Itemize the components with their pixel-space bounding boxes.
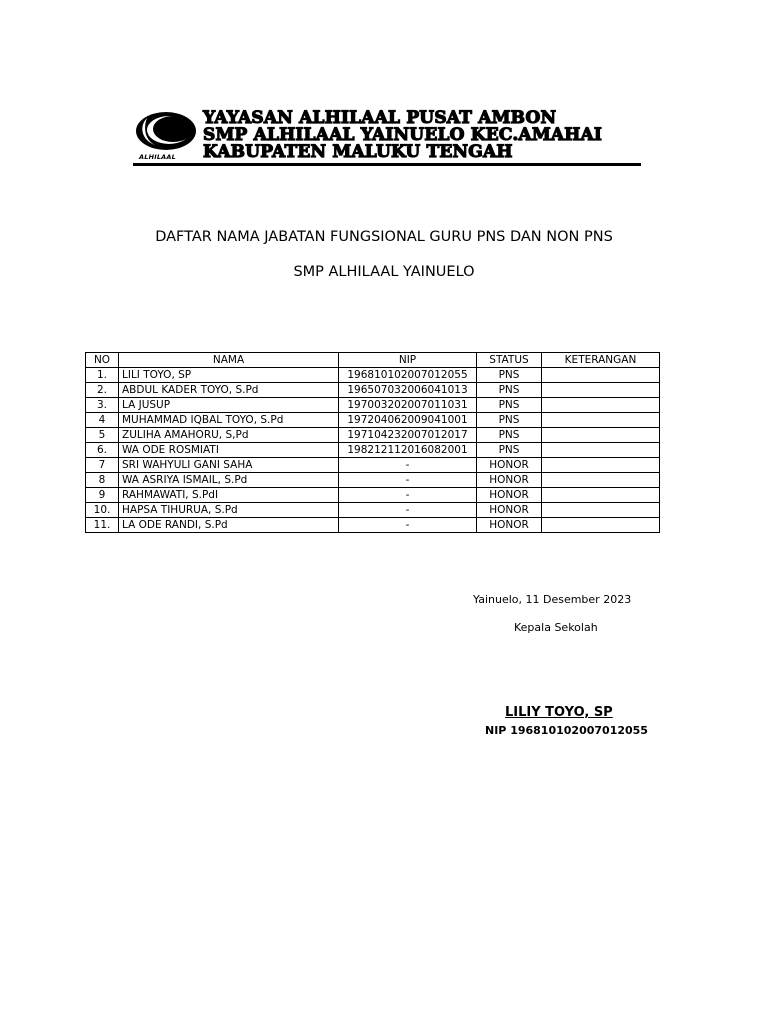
row-status: PNS xyxy=(477,398,542,413)
row-nama: WA ODE ROSMIATI xyxy=(119,443,339,458)
table-header-row xyxy=(86,353,660,368)
letterhead-lines xyxy=(203,110,602,161)
row-nama: LA ODE RANDI, S.Pd xyxy=(119,518,339,533)
regency-name: KABUPATEN MALUKU TENGAH xyxy=(203,142,513,162)
row-keterangan xyxy=(542,518,660,533)
header-nip: NIP xyxy=(339,353,477,368)
row-no: 6. xyxy=(86,443,119,458)
row-nama: MUHAMMAD IQBAL TOYO, S.Pd xyxy=(119,413,339,428)
row-keterangan xyxy=(542,383,660,398)
header-keterangan: KETERANGAN xyxy=(542,353,660,368)
row-nama: WA ASRIYA ISMAIL, S.Pd xyxy=(119,473,339,488)
signature-name: LILIY TOYO, SP xyxy=(505,705,613,720)
table-row xyxy=(86,443,660,458)
row-status: PNS xyxy=(477,428,542,443)
logo-text: ALHILAAL xyxy=(139,153,176,161)
row-no: 4 xyxy=(86,413,119,428)
signature-place-date: Yainuelo, 11 Desember 2023 xyxy=(473,593,632,606)
table-row xyxy=(86,518,660,533)
letterhead-rule xyxy=(133,163,641,166)
document-subtitle: SMP ALHILAAL YAINUELO xyxy=(293,264,475,280)
row-no: 2. xyxy=(86,383,119,398)
table-row xyxy=(86,383,660,398)
row-nip: - xyxy=(339,503,477,518)
row-no: 3. xyxy=(86,398,119,413)
row-nama: RAHMAWATI, S.PdI xyxy=(119,488,339,503)
row-nip: 197104232007012017 xyxy=(339,428,477,443)
document-title: DAFTAR NAMA JABATAN FUNGSIONAL GURU PNS DAN NON PNS xyxy=(155,229,613,245)
row-nip: - xyxy=(339,473,477,488)
row-nip: - xyxy=(339,518,477,533)
row-status: PNS xyxy=(477,413,542,428)
row-nama: SRI WAHYULI GANI SAHA xyxy=(119,458,339,473)
row-no: 10. xyxy=(86,503,119,518)
row-keterangan xyxy=(542,503,660,518)
row-keterangan xyxy=(542,413,660,428)
teacher-table xyxy=(85,352,660,533)
row-nip: 197204062009041001 xyxy=(339,413,477,428)
table-row xyxy=(86,458,660,473)
row-status: PNS xyxy=(477,368,542,383)
table-row xyxy=(86,488,660,503)
row-keterangan xyxy=(542,443,660,458)
table-row xyxy=(86,368,660,383)
row-status: HONOR xyxy=(477,503,542,518)
header-status: STATUS xyxy=(477,353,542,368)
header-nama: NAMA xyxy=(119,353,339,368)
row-status: HONOR xyxy=(477,473,542,488)
row-keterangan xyxy=(542,488,660,503)
signature-nip: NIP 196810102007012055 xyxy=(485,724,648,737)
row-nama: ZULIHA AMAHORU, S,Pd xyxy=(119,428,339,443)
table-row xyxy=(86,413,660,428)
row-nama: HAPSA TIHURUA, S.Pd xyxy=(119,503,339,518)
signature-role: Kepala Sekolah xyxy=(514,621,598,634)
row-no: 5 xyxy=(86,428,119,443)
row-nip: 198212112016082001 xyxy=(339,443,477,458)
row-nip: 196507032006041013 xyxy=(339,383,477,398)
foundation-name: YAYASAN ALHILAAL PUSAT AMBON xyxy=(203,108,557,128)
row-no: 1. xyxy=(86,368,119,383)
row-nip: - xyxy=(339,488,477,503)
row-keterangan xyxy=(542,458,660,473)
row-status: HONOR xyxy=(477,458,542,473)
row-keterangan xyxy=(542,428,660,443)
row-status: HONOR xyxy=(477,518,542,533)
row-no: 7 xyxy=(86,458,119,473)
school-name: SMP ALHILAAL YAINUELO KEC.AMAHAI xyxy=(203,125,603,145)
row-status: PNS xyxy=(477,383,542,398)
row-keterangan xyxy=(542,368,660,383)
table-row xyxy=(86,398,660,413)
row-nip: - xyxy=(339,458,477,473)
row-nama: LILI TOYO, SP xyxy=(119,368,339,383)
row-status: PNS xyxy=(477,443,542,458)
table-row xyxy=(86,473,660,488)
row-no: 8 xyxy=(86,473,119,488)
row-nip: 196810102007012055 xyxy=(339,368,477,383)
table-row xyxy=(86,503,660,518)
row-keterangan xyxy=(542,473,660,488)
row-nama: ABDUL KADER TOYO, S.Pd xyxy=(119,383,339,398)
table-row xyxy=(86,428,660,443)
letterhead xyxy=(133,106,641,168)
alhilaal-logo xyxy=(133,110,197,164)
row-no: 9 xyxy=(86,488,119,503)
row-keterangan xyxy=(542,398,660,413)
header-no: NO xyxy=(86,353,119,368)
table-body xyxy=(86,368,660,533)
row-nama: LA JUSUP xyxy=(119,398,339,413)
row-status: HONOR xyxy=(477,488,542,503)
row-nip: 197003202007011031 xyxy=(339,398,477,413)
row-no: 11. xyxy=(86,518,119,533)
